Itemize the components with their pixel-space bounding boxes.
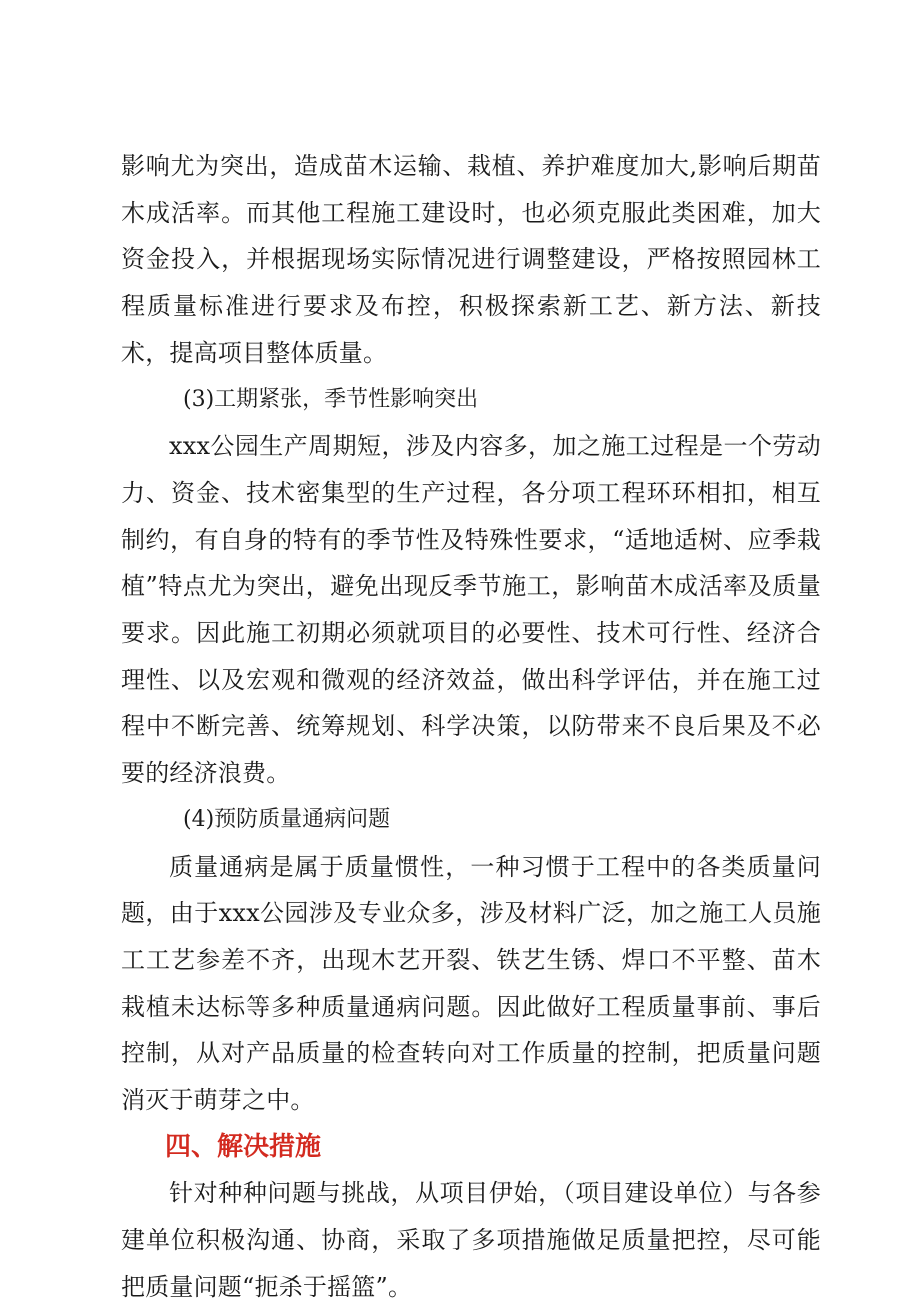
paragraph-schedule: xxx公园生产周期短，涉及内容多，加之施工过程是一个劳动力、资金、技术密集型的生产过程，各分项工程环环相扣，相互制约，有自身的特有的季节性及特殊性要求，“适地适树、应季栽植”特点尤为突出，避免出现反季节施工，影响苗木成活率及质量要求。因此施工初期必须就项目的必要性、技术可行性、经济合理性、以及宏观和微观的经济效益，做出科学评估，并在施工过程中不断完善、统筹规划、科学决策，以防带来不良后果及不必要的经济浪费。 bbox=[121, 432, 821, 788]
subheading-4: (4)预防质量通病问题 bbox=[183, 806, 391, 832]
section-title: 四、解决措施 bbox=[165, 1131, 322, 1162]
paragraph-quality-issues: 质量通病是属于质量惯性，一种习惯于工程中的各类质量问题，由于xxx公园涉及专业众多，涉及材料广泛，加之施工人员施工工艺参差不齐，出现木艺开裂、铁艺生锈、焊口不平整、苗木栽植未达标等多种质量通病问题。因此做好工程质量事前、事后控制，从对产品质量的检查转向对工作质量的控制，把质量问题消灭于萌芽之中。 bbox=[121, 852, 821, 1115]
document-body bbox=[121, 143, 821, 1311]
paragraph-measures: 针对种种问题与挑战，从项目伊始，（项目建设单位）与各参建单位积极沟通、协商，采取了多项措施做足质量把控，尽可能把质量问题“扼杀于摇篮”。 bbox=[121, 1179, 821, 1301]
paragraph-continued: 影响尤为突出，造成苗木运输、栽植、养护难度加大,影响后期苗木成活率。而其他工程施工建设时，也必须克服此类困难，加大资金投入，并根据现场实际情况进行调整建设，严格按照园林工程质量标准进行要求及布控，积极探索新工艺、新方法、新技术，提高项目整体质量。 bbox=[121, 152, 821, 367]
subheading-3: (3)工期紧张，季节性影响突出 bbox=[183, 386, 479, 412]
